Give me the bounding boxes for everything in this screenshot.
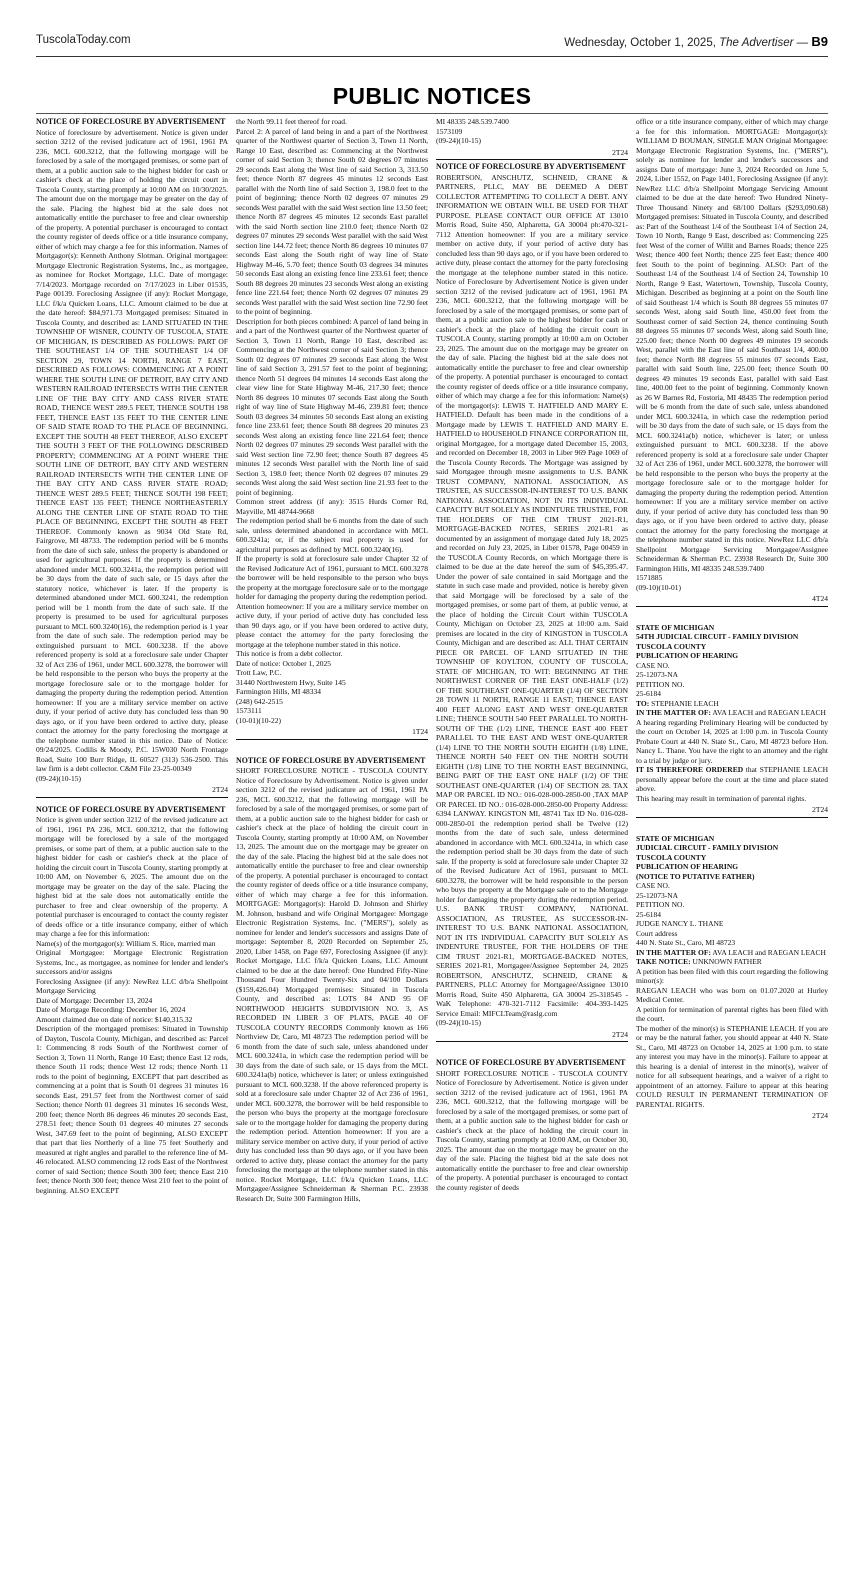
column-gap xyxy=(236,742,428,756)
notice-divider xyxy=(636,817,828,818)
insertion-code: 2T24 xyxy=(212,785,228,794)
notice-line: This notice is from a debt collector. xyxy=(236,649,343,658)
court-heading: STATE OF MICHIGAN xyxy=(636,833,715,843)
notice-line: (248) 642-2515 xyxy=(236,696,283,706)
matter-label: IN THE MATTER OF: xyxy=(636,708,711,717)
notice-line: Attention homeowner: If you are a military service member on active duty, if your period of active duty has concluded less than 90 days ago, or if you have been ordered to active duty, please contact the attorney for the party foreclosing the mortgage at the telephone number stated in this notice. xyxy=(236,601,428,649)
notice-line: Common street address (if any): 3515 Hurds Corner Rd, Mayville, MI 48744-9668 xyxy=(236,497,428,516)
page-number: B9 xyxy=(811,34,828,49)
court-heading: TUSCOLA COUNTY xyxy=(636,641,707,651)
order-body: that STEPHANIE LEACH personally appear before the court at the time and place stated above. xyxy=(636,765,828,793)
notice-paragraph: RAEGAN LEACH who was born on 01.07.2020 at Hurley Medical Center. xyxy=(636,985,828,1004)
notice-columns xyxy=(36,117,828,1557)
notice-line: 1573111 xyxy=(236,706,262,715)
court-heading: PUBLICATION OF HEARING xyxy=(636,862,739,871)
case-line: CASE NO. xyxy=(636,660,670,670)
notice-paragraph: The mother of the minor(s) is STEPHANIE LEACH. If you are or may be the natural father, you should appear at 440 N. State St., Caro, MI 48723 on October 14, 2025 at 1:00 p.m. to state any interest you may have in the minor(s). Failure to appear at this hearing is a denial of interest in the minor(s), waiver of notice for all subsequent hearings, and a waiver of a right to appointment of an attorney. Failure to appear at this hearing COULD RESULT IN PERMANENT TERMINATION OF PARENTAL RIGHTS. xyxy=(636,1023,828,1109)
section-title: PUBLIC NOTICES xyxy=(332,83,532,109)
notice-foreclosure-slotman xyxy=(36,117,228,800)
case-line: PETITION NO. xyxy=(636,679,685,689)
notice-closing: This hearing may result in termination of parental rights. xyxy=(636,793,807,803)
site-name[interactable]: TuscolaToday.com xyxy=(36,34,131,46)
notice-line: (10-01)(10-22) xyxy=(236,715,281,725)
insertion-code: 2T24 xyxy=(612,1029,628,1039)
header-rule xyxy=(36,56,828,57)
notice-body: ROBERTSON, ANSCHUTZ, SCHNEID, CRANE & PARTNERS, PLLC, MAY BE DEEMED A DEBT COLLECTOR ATTEMPTING TO COLLECT A DEBT. ANY INFORMATION WE OBTAIN WILL BE USED FOR THAT PURPOSE. PLEASE CONTACT OUR OFFICE AT 13010 Morris Road, Suite 450, Alpharetta, GA 30004 ph:470-321-7112 Attention homeowner: If you are a military service member on active duty, if your period of active duty has concluded less than 90 days ago, or if you have been ordered to active duty, please contact the attorney for the party foreclosing the mortgage at the telephone number stated in this notice. Notice of Foreclosure by Advertisement Notice is given under section 3212 of the revised judicature act of 1961, 1961 PA 236, MCL 600.3212, that the following mortgage will be foreclosed by a sale of the mortgaged premises, or some part of them, at a public auction sale to the highest bidder for cash or cashier's check at the place of holding the circuit court in TUSCOLA County, starting promptly at 10:00 a.m on October 23, 2025. The amount due on the mortgage may be greater on the day of sale. Placing the highest bid at the sale does not automatically entitle the purchaser to free and clear ownership of the property. A potential purchaser is encouraged to contact the county register of deeds office or a title insurance company, either of which may charge a fee for this information: Name(s) of the mortgagor(s): LEWIS T. HATFIELD AND MARY E. HATFIELD. Default has been made in the conditions of a Mortgage made by LEWIS T. HATFIELD AND MARY E. HATFIELD to HOUSEHOLD FINANCE CORPORATION III, original Mortgagee, for a mortgage dated December 15, 2003, and recorded on December 18, 2003 in Liber 969 Page 1069 of the Tuscola County Records. The Mortgage was assigned by said Mortgagee through mesne assignments to U.S. BANK TRUST COMPANY, NATIONAL ASSOCIATION, AS TRUSTEE, AS SUCCESSOR-IN-INTEREST TO U.S. BANK NATIONAL ASSOCIATION, NOT IN ITS INDIVIDUAL CAPACITY BUT SOLELY AS INDENTURE TRUSTEE, FOR THE HOLDERS OF THE CIM TRUST 2021-R1, MORTGAGE-BACKED NOTES, SERIES 2021-R1 as documented by an assignment of mortgage dated July 18, 2025 and recorded on July 23, 2025, in Liber 01578, Page 00459 in the TUSCOLA County Records, on which Mortgage there is claimed to be due at the date hereof the sum of $45,395.47. Under the power of sale contained in said Mortgage and the statute in such case made and provided, notice is hereby given that said Mortgage will be foreclosed by a sale of the mortgaged premises, or some part of them, at public venue, at the place of holding the Circuit Court within TUSCOLA County, Michigan on October 23, 2025 at 10:00 a.m. Said premises are located in the city of KINGSTON in TUSCOLA County, Michigan and are described as: ALL THAT CERTAIN PIECE OR PARCEL OF LAND SITUATED IN THE TOWNSHIP OF KOYLTON, COUNTY OF TUSCOLA, STATE OF MICHIGAN, TO WIT: BEGINNING AT THE NORTHWEST CORNER OF THE EAST ONE-HALF (1/2) OF THE SOUTHEAST ONE-QUARTER (1/4) OF SECTION 28 TOWN 11 NORTH, RANGE 11 EAST; THENCE EAST 400 FEET ALONG EAST AND WEST ONE-QUARTER LINE; THENCE SOUTH 540 FEET PARALLEL TO NORTH-SOUTH OF THE (1/2) LINE, THENCE EAST 400 FEET PARALLEL TO THE EAST AND WEST ONE-QUARTER (1/4) LINE TO THE NORTH SOUTH EIGHTH (1/8) LINE, THENCE NORTH 540 FEET ON THE NORTH SOUTH EIGHTH (1/8) LINE TO THE NORTH EAST BEGINNING, BEING PART OF THE EAST ONE HALF (1/2) OF THE SOUTHEAST ONE-QUARTER (1/4) OF SECTION 28. TAX MAP OR PARCEL ID NO.: 016-028-000-2850-00 ,TAX MAP OR PARCEL ID NO.: 016-028-000-2850-00 Property Address: 6394 LANWAY. KINGSTON MI, 48741 Tax ID No. 016-028-000-2850-01 the redemption period shall be Twelve (12) months from the date of such sale, unless determined abandoned in accordance with MCL 600.3241a, in which case the redemption period shall be 30 days from the date of such sale. If the property is sold at foreclosure sale under Chapter 32 of the Revised Judicature Act of 1961, pursuant to MCL 600.3278, the borrower will be held responsible to the person who buys the property at the Mortgage sale or to the Mortgage holder for damaging the property during the redemption period. U.S. BANK TRUST COMPANY, NATIONAL ASSOCIATION, AS TRUSTEE, AS SUCCESSOR-IN-INTEREST TO U.S. BANK NATIONAL ASSOCIATION, NOT IN ITS INDIVIDUAL CAPACITY BUT SOLELY AS INDENTURE TRUSTEE, FOR THE HOLDERS OF THE CIM TRUST 2021-R1, MORTGAGE-BACKED NOTES, SERIES 2021-R1, Mortgagee/Assignee September 24, 2025 ROBERTSON, ANSCHUTZ, SCHNEID, CRANE & PARTNERS, PLLC Attorney for Mortgagee/Assignee 13010 Morris Road, Suite 450 Alpharetta, GA 30004 25-318545 - WaK Telephone: 470-321-7112 Facsimile: 404-393-1425 Service Email: MIFCLTeam@raslg.com xyxy=(436,172,628,1018)
insertion-code: 2T24 xyxy=(612,147,628,157)
notice-foreclosure-johnson-continued xyxy=(436,117,628,162)
notice-divider xyxy=(236,739,428,740)
notice-title: NOTICE OF FORECLOSURE BY ADVERTISEMENT xyxy=(36,117,226,126)
notice-paragraph: A petition has been filed with this court regarding the following minor(s): xyxy=(636,966,828,985)
court-heading: STATE OF MICHIGAN xyxy=(636,622,715,632)
notice-divider xyxy=(636,606,828,607)
case-line: 25-12073-NA xyxy=(636,670,679,679)
court-heading: JUDICIAL CIRCUIT - FAMILY DIVISION xyxy=(636,843,779,852)
notice-title: NOTICE OF FORECLOSURE BY ADVERTISEMENT xyxy=(436,1058,626,1067)
insertion-code: 2T24 xyxy=(812,805,828,814)
to-line xyxy=(636,699,828,709)
page-header xyxy=(36,34,828,52)
order-label: IT IS THEREFORE ORDERED xyxy=(636,765,744,774)
court-heading: 54TH JUDICIAL CIRCUIT - FAMILY DIVISION xyxy=(636,632,799,641)
notice-divider xyxy=(436,159,628,160)
order-line xyxy=(636,765,828,794)
notice-line: The redemption period shall be 6 months from the date of such sale, unless determined abandoned in accordance with MCL 600.3241a; or, if the subject real property is used for agricultural purposes as defined by MCL 600.3240(16). xyxy=(236,516,428,554)
notice-foreclosure-johnson xyxy=(236,756,428,1558)
notice-body: A hearing regarding Preliminary Hearing will be conducted by the court on October 14, 2025 at 1:00 p.m. in Tuscola County Probate Court at 440 N. State St., Caro, MI 48723 before Hon. Nancy L. Thane. You have the right to an attorney and the right to a trial by judge or jury. xyxy=(636,717,828,765)
run-dates: (09-24)(10-15) xyxy=(36,773,81,783)
matter-label: IN THE MATTER OF: xyxy=(636,947,711,957)
notice-line: Trott Law, P.C. xyxy=(236,668,282,677)
notice-foreclosure-rice xyxy=(36,805,228,1558)
notice-body: the North 99.11 feet thereof for road. xyxy=(236,117,347,126)
take-notice-value: UNKNOWN FATHER xyxy=(692,957,762,966)
column-gap xyxy=(636,820,828,834)
column-4 xyxy=(636,117,828,1557)
notice-foreclosure-hatfield xyxy=(436,162,628,1044)
notice-body: SHORT FORECLOSURE NOTICE - TUSCOLA COUNTY Notice of Foreclosure by Advertisement. Notice is given under section 3212 of the revised judicature act of 1961, 1961 PA 236, MCL 600.3212, that the following mortgage will be foreclosed by a sale of the mortgaged premises, or some part of them, at a public auction sale to the highest bidder for cash or cashier's check at the place of holding the circuit court in Tuscola County, starting promptly at 10:00 AM, on October 30, 2025. The amount due on the mortgage may be greater on the day of the sale. Placing the highest bid at the sale does not automatically entitle the purchaser to free and clear ownership of the property. A potential purchaser is encouraged to contact the county register of deeds xyxy=(436,1068,628,1192)
notice-title: NOTICE OF FORECLOSURE BY ADVERTISEMENT xyxy=(36,804,226,814)
publication-name: The Advertiser xyxy=(719,37,794,49)
notice-line: 1573109 xyxy=(436,126,463,136)
column-2 xyxy=(236,117,428,1557)
notice-divider xyxy=(436,1041,628,1042)
insertion-code: 4T24 xyxy=(812,594,828,603)
column-1 xyxy=(36,117,228,1557)
case-line: 25-6184 xyxy=(636,909,661,919)
court-heading: TUSCOLA COUNTY xyxy=(636,852,707,862)
notice-line: Amount claimed due on date of notice: $140,315.32 xyxy=(36,1014,193,1024)
matter-value: AVA LEACH and RAEGAN LEACH xyxy=(712,947,826,957)
notice-line: Description for both pieces combined: A parcel of land being in and a part of the Northwest quarter of the Northwest quarter of Section 3, Town 11 North, Range 10 East, described as: Commencing at the Northwest corner of said Section 3; thence South 02 degrees 07 minutes 29 seconds East along the West line of said Section 3, 291.57 feet to the point of beginning; thence North 51 degrees 04 minutes 14 seconds East along the clear view line for State Highway M-46, 217.30 feet; thence North 86 degrees 10 minutes 07 seconds East along the South right of way line of State Highway M-46, 239.81 feet; thence South 03 degrees 34 minutes 50 seconds East along an existing fence line 233.61 feet; thence South 88 degrees 20 minutes 23 seconds West along an existing fence line 221.64 feet; thence North 02 degrees 07 minutes 29 seconds West parallel with the said West section line 72.90 feet; thence South 87 degrees 45 minutes 12 seconds West parallel with the North line of said Section 3, 198.0 feet; thence North 02 degrees 07 minutes 29 seconds West along the said West section line 21.93 feet to the point of beginning. xyxy=(236,316,428,497)
notice-line: (09-24)(10-15) xyxy=(436,136,481,145)
issue-line xyxy=(564,34,828,49)
notice-line: 31440 Northwestern Hwy, Suite 145 xyxy=(236,677,346,687)
notice-line: Date of Mortgage: December 13, 2024 xyxy=(36,995,153,1005)
notice-hearing-leach xyxy=(636,623,828,820)
court-heading: (NOTICE TO PUTATIVE FATHER) xyxy=(636,871,755,881)
matter-value: AVA LEACH and RAEGAN LEACH xyxy=(712,708,826,717)
notice-title: NOTICE OF FORECLOSURE BY ADVERTISEMENT xyxy=(236,755,426,765)
notice-body: Notice of foreclosure by advertisement. Notice is given under section 3212 of the revised judicature act of 1961, 1961 PA 236, MCL 600.3212, that the following mortgage will be foreclosed by a sale of the mortgaged premises, or some part of them, at a public auction sale to the highest bidder for cash or cashier's check at the place of holding the circuit court in Tuscola County, starting promptly at 10:00 AM on 10/30/2025. The amount due on the mortgage may be greater on the day of the sale. Placing the highest bid at the sale does not automatically entitle the purchaser to free and clear ownership of the property. A potential purchaser is encouraged to contact the county register of deeds office or a title insurance company, either of which may charge a fee for this information. Names of Mortgagor(s): Kenneth Anthony Slotman. Original mortgagee: Mortgage Electronic Registration Systems, Inc., as mortgagee, as nominee for Rocket Mortgage, LLC. Date of mortgage: 7/14/2023. Mortgage recorded on 7/17/2023 in Liber 01535, Page 00139. Foreclosing Assignee (if any): Rocket Mortgage, LLC f/k/a Quicken Loans, LLC. Amount claimed to be due at the date hereof: $84,971.73 Mortgaged premises: Situated in Tuscola County, and described as: LAND SITUATED IN THE TOWNSHIP OF WISNER, COUNTY OF TUSCOLA, STATE OF MICHIGAN, IS DESCRIBED AS FOLLOWS: PART OF THE SOUTHEAST 1/4 OF THE SOUTHEAST 1/4 OF SECTION 29, TOWN 14 NORTH, RANGE 7 EAST, DESCRIBED AS FOLLOWS: COMMENCING AT A POINT WHERE THE SOUTH LINE OF DETROIT, BAY CITY AND WESTERN RAILROAD INTERSECTS WITH THE CENTER LINE OF THE BAY CITY AND CASS RIVER STATE ROAD, THENCE WEST 289.5 FEET, THENCE SOUTH 198 FEET, THENCE EAST 135 FEET TO THE CENTER LINE OF SAID STATE ROAD TO THE PLACE OF BEGINNING. EXCEPT THE SOUTH 48 FEET THEREOF, ALSO EXCEPT THE SOUTH 3 FEET OF THE FOLLOWING DESCRIBED PROPERTY; COMMENCING AT A POINT WHERE THE SOUTH LINE OF DETROIT, BAY CITY AND WESTERN RAILROAD INTERSECTS WITH THE CENTER LINE OF THE BAY CITY AND CASS RIVER STATE ROAD; THENCE WEST 289.5 FEET; THENCE SOUTH 198 FEET; THENCE EAST 135 FEET; THENCE NORTHEASTERLY ALONG THE CENTER LINE OF STATE ROAD TO THE PLACE OF BEGINNING, EXCEPT THE SOUTH 48 FEET THEREOF. Commonly known as 9034 Old State Rd, Fairgrove, MI 48733. The redemption period will be 6 months from the date of such sale, unless the property is abandoned or used for agricultural purposes. If the property is determined abandoned under MCL 600.3241a, the redemption period will be 30 days from the date of such sale, or 15 days after the statutory notice, whichever is later. If the property is determined abandoned under MCL 600.3241, the redemption period will be 1 month from the date of such sale. If the property is presumed to be used for agricultural purposes pursuant to MCL 600.3240(16), the redemption period is 1 year from the date of such sale. The redemption period may be extinguished pursuant to MCL 600.3238. If the above referenced property is sold at a foreclosure sale under Chapter 32 of Act 236 of 1961, under MCL 600.3278, the borrower will be held responsible to the person who buys the property at the mortgage foreclosure sale or to the mortgage holder for damaging the property during the redemption period. Attention homeowner: If you are a military service member on active duty, if your period of active duty has concluded less than 90 days ago, or if you have been ordered to active duty, please contact the attorney for the party foreclosing the mortgage at the telephone number stated in this notice. Date of Notice: 09/24/2025. Codilis & Moody, P.C. 15W030 North Frontage Road, Suite 100 Burr Ridge, IL 60527 (313) 536-2500. This law firm is a debt collector. C&M File 23-25-00349 xyxy=(36,127,228,773)
case-line: Court address xyxy=(636,928,678,938)
to-label: TO: xyxy=(636,698,650,708)
notice-line: 1571885 xyxy=(636,573,663,582)
title-rule xyxy=(36,113,828,114)
case-line: 440 N. State St., Caro, MI 48723 xyxy=(636,938,736,947)
court-heading: PUBLICATION OF HEARING xyxy=(636,651,739,660)
notice-body: office or a title insurance company, either of which may charge a fee for this information. MORTGAGE: Mortgagor(s): WILLIAM D BOUMAN, SINGLE MAN Original Mortgagee: Mortgage Electronic Registration Systems, Inc. ("MERS"), solely as nominee for lender and lender's successors and assigns Date of mortgage: June 3, 2024 Recorded on June 5, 2024, Liber 1552, on Page 1401, Foreclosing Assignee (if any): NewRez LLC d/b/a Shellpoint Mortgage Servicing Amount claimed to be due at the date hereof: Two Hundred Ninety-Three Thousand Ninety and 68/100 Dollars ($293,090.68) Mortgaged premises: Situated in Tuscola County, and described as: Part of the Southeast 1/4 of the Southeast 1/4 of Section 24, Town 10 North, Range 9 East, described as: Commencing 225 feet West of the corner of Willit and Barnes Roads; thence 225 West; thence 400 feet North; thence 225 feet East; thence 400 feet South to the point of beginning. ALSO: Part of the Southeast 1/4 of the Southeast 1/4 of Section 24, Township 10 North, Range 9 East, Watertown, Township, Tuscola County, Michigan. Described as beginning at a point on the South line of said Southeast 1/4 which is South 88 degrees 55 minutes 07 seconds West, along said South line, 450.00 feet from the Southeast corner of said Section 24, thence continuing South 88 degrees 55 minutes 07 seconds West, along said South line, 225.00 feet; thence North 00 degrees 49 minutes 19 seconds West, parallel with the East line of said Southeast 1/4, 400.00 feet; thence North 88 degrees 55 minutes 07 seconds East, parallel with said South line, 225.00 feet; thence South 00 degrees 49 minutes 19 seconds East, parallel with said East line, 400.00 feet to the point of beginning. Commonly known as 26 W Barnes Rd, Fostoria, MI 48435 The redemption period will be 6 month from the date of such sale, unless abandoned under MCL 600.3241a, in which case the redemption period will be 30 days from the date of such sale, or 15 days from the MCL 600.3241a(b) notice, whichever is later; or unless extinguished pursuant to MCL 600.3238. If the above referenced property is sold at a foreclosure sale under Chapter 32 of Act 236 of 1961, under MCL 600.3278, the borrower will be held responsible to the person who buys the property at the mortgage foreclosure sale or to the mortgage holder for damaging the property during the redemption period. Attention homeowner: If you are a military service member on active duty, if your period of active duty has concluded less than 90 days ago, or if you have been ordered to active duty, please contact the attorney for the party foreclosing the mortgage at the telephone number stated in this notice. NewRez LLC d/b/a Shellpoint Mortgage Servicing Mortgagee/Assignee Schneiderman & Sherman P.C. 23938 Research Dr, Suite 300 Farmington Hills, MI 48335 248.539.7400 xyxy=(636,117,828,573)
notice-foreclosure-bouman-continued xyxy=(636,117,828,609)
to-value: STEPHANIE LEACH xyxy=(651,698,719,708)
notice-paragraph: A petition for termination of parental rights has been filed with the court. xyxy=(636,1004,828,1023)
notice-line: Name(s) of the mortgagor(s): William S. Rice, married man xyxy=(36,938,216,948)
take-notice-line xyxy=(636,957,828,967)
notice-divider xyxy=(36,797,228,798)
notice-line: Original Mortgagee: Mortgage Electronic Registration Systems, Inc., as mortgagee, as nominee for lender and lender's successors and/or assigns xyxy=(36,948,228,976)
notice-line: MI 48335 248.539.7400 xyxy=(436,117,509,126)
matter-line xyxy=(636,708,828,718)
column-gap xyxy=(436,1044,628,1058)
column-gap xyxy=(636,609,828,623)
case-line: 25-12073-NA xyxy=(636,890,679,900)
matter-line xyxy=(636,948,828,958)
take-notice-label: TAKE NOTICE: xyxy=(636,957,691,966)
notice-line: Farmington Hills, MI 48334 xyxy=(236,687,322,696)
run-dates: (09-24)(10-15) xyxy=(436,1018,481,1027)
header-dash: — xyxy=(796,37,809,49)
notice-title: NOTICE OF FORECLOSURE BY ADVERTISEMENT xyxy=(436,162,626,171)
notice-line: (09-10)(10-01) xyxy=(636,582,681,592)
notice-foreclosure-rice-continued xyxy=(236,117,428,742)
notice-putative-father xyxy=(636,834,828,1121)
notice-foreclosure-bouman xyxy=(436,1058,628,1557)
notice-line: Foreclosing Assignee (if any): NewRez LLC d/b/a Shellpoint Mortgage Servicing xyxy=(36,976,228,995)
case-line: PETITION NO. xyxy=(636,900,685,909)
notice-line: Parcel 2: A parcel of land being in and a part of the Northwest quarter of the Northwest quarter of Section 3, Town 11 North, Range 10 East, described as: Commencing at the Northwest corner of said Section 3; thence South 02 degrees 07 minutes 29 seconds East along the West line of said Section 3, 313.50 feet; thence North 87 degrees 45 minutes 12 seconds East parallel with the North line of said Section 3, 198.0 feet to the point of beginning; thence North 02 degrees 07 minutes 29 seconds West parallel with the said West section line 13.50 feet; thence North 87 degrees 45 minutes 12 seconds East parallel with the said North section line 210.0 feet; thence North 02 degrees 07 minutes 29 seconds West parallel with the said West section line 144.72 feet; thence North 86 degrees 10 minutes 07 seconds East along the South right of way line of State Highway M-46, 5.70 feet; thence South 03 degrees 34 minutes 50 seconds East along an existing fence line 233.61 feet; thence South 88 degrees 20 minutes 23 seconds West along an existing fence line 221.64 feet; thence North 02 degrees 07 minutes 29 seconds West parallel with the said West section line 72.90 feet to the point of beginning. xyxy=(236,126,428,316)
notice-body: Notice is given under section 3212 of the revised judicature act of 1961, 1961 PA 236, MCL 600.3212, that the following mortgage will be foreclosed by a sale of the mortgaged premises, or some part of them, at a public auction sale to the highest bidder for cash or cashier's check at the place of holding the circuit court in Tuscola County, starting promptly at 10:00 AM, on November 6, 2025. The amount due on the mortgage may be greater on the day of the sale. Placing the highest bid at the sale does not automatically entitle the purchaser to free and clear ownership of the property. A potential purchaser is encouraged to contact the county register of deeds office or a title insurance company, either of which may charge a fee for this information: xyxy=(36,815,228,938)
case-line: JUDGE NANCY L. THANE xyxy=(636,919,724,928)
column-3 xyxy=(436,117,628,1557)
case-line: 25-6184 xyxy=(636,689,661,698)
case-line: CASE NO. xyxy=(636,881,670,890)
issue-date: Wednesday, October 1, 2025, xyxy=(564,37,720,49)
insertion-code: 2T24 xyxy=(812,1111,828,1120)
notice-line: Description of the mortgaged premises: Situated in Township of Dayton, Tuscola County, Michigan, and described as: Parcel 1: Commencing 8 rods South of the Northwest corner of Section 3, Town 11 North, Range 10 East; thence East 12 rods, thence South 11 rods; thence West 12 rods; thence North 11 rods to the point of beginning, EXCEPT that part described as commencing at a point that is South 01 degrees 31 minutes 16 seconds East, 291.57 feet from the Northwest corner of said Section; thence North 01 degrees 31 minutes 16 seconds West, 200 feet; thence North 86 degrees 46 minutes 20 seconds East, 278.51 feet; thence South 01 degrees 40 minutes 27 seconds West, 347.69 feet to the point of beginning, ALSO EXCEPT that part that lies Northerly of a line 75 feet Southerly and measured at right angles and parallel to the reference line of M-46 relocated. ALSO commencing 12 rods East of the Northwest corner of said Section; thence South 300 feet; thence East 210 feet; thence North 300 feet; thence West 210 feet to the point of beginning. ALSO EXCEPT xyxy=(36,1024,228,1195)
notice-line: Date of Mortgage Recording: December 16, 2024 xyxy=(36,1005,186,1014)
notice-body: SHORT FORECLOSURE NOTICE - TUSCOLA COUNTY Notice of Foreclosure by Advertisement. Notice is given under section 3212 of the revised judicature act of 1961, 1961 PA 236, MCL 600.3212, that the following mortgage will be foreclosed by a sale of the mortgaged premises, or some part of them, at a public auction sale to the highest bidder for cash or cashier's check at the place of holding the circuit court in Tuscola County, starting promptly at 10:00 AM, on November 13, 2025. The amount due on the mortgage may be greater on the day of the sale. Placing the highest bid at the sale does not automatically entitle the purchaser to free and clear ownership of the property. A potential purchaser is encouraged to contact the county register of deeds office or a title insurance company, either of which may charge a fee for this information. MORTGAGE: Mortgagor(s): Harold D. Johnson and Shirley M. Johnson, husband and wife Original Mortgagee: Mortgage Electronic Registration Systems, Inc. ("MERS"), solely as nominee for lender and lender's successors and assigns Date of mortgage: September 8, 2020 Recorded on September 25, 2020, Liber 1458, on Page 697, Foreclosing Assignee (if any): Rocket Mortgage, LLC f/k/a Quicken Loans, LLC Amount claimed to be due at the date hereof: One Hundred Fifty-Nine Thousand Four Hundred Twenty-Six and 04/100 Dollars ($159,426.04) Mortgaged premises: Situated in Tuscola County, and described as: LOTS 84 AND 95 OF NORTHWOOD HEIGHTS SUBDIVISION NO. 3, AS RECORDED IN LIBER 3 OF PLATS, PAGE 40 OF TUSCOLA COUNTY RECORDS Commonly known as 166 Northview Dr, Caro, MI 48723 The redemption period will be 6 month from the date of such sale, unless abandoned under MCL 600.3241a, in which case the redemption period will be 30 days from the date of such sale, or 15 days from the MCL 600.3241a(b) notice, whichever is later; or unless extinguished pursuant to MCL 600.3238. If the above referenced property is sold at a foreclosure sale under Chapter 32 of Act 236 of 1961, under MCL 600.3278, the borrower will be held responsible to the person who buys the property at the mortgage foreclosure sale or to the mortgage holder for damaging the property during the redemption period. Attention homeowner: If you are a military service member on active duty, if your period of active duty has concluded less than 90 days ago, or if you have been ordered to active duty, please contact the attorney for the party foreclosing the mortgage at the telephone number stated in this notice. Rocket Mortgage, LLC f/k/a Quicken Loans, LLC Mortgagee/Assignee Schneiderman & Sherman P.C. 23938 Research Dr, Suite 300 Farmington Hills, xyxy=(236,766,428,1203)
notice-line: If the property is sold at foreclosure sale under Chapter 32 of the Revised Judicature Act of 1961, pursuant to MCL 600.3278 the borrower will be held responsible to the person who buys the property at the mortgage foreclosure sale or to the mortgage holder for damaging the property during the redemption period. xyxy=(236,554,428,601)
insertion-code: 1T24 xyxy=(412,727,428,736)
notice-line: Date of notice: October 1, 2025 xyxy=(236,658,331,668)
